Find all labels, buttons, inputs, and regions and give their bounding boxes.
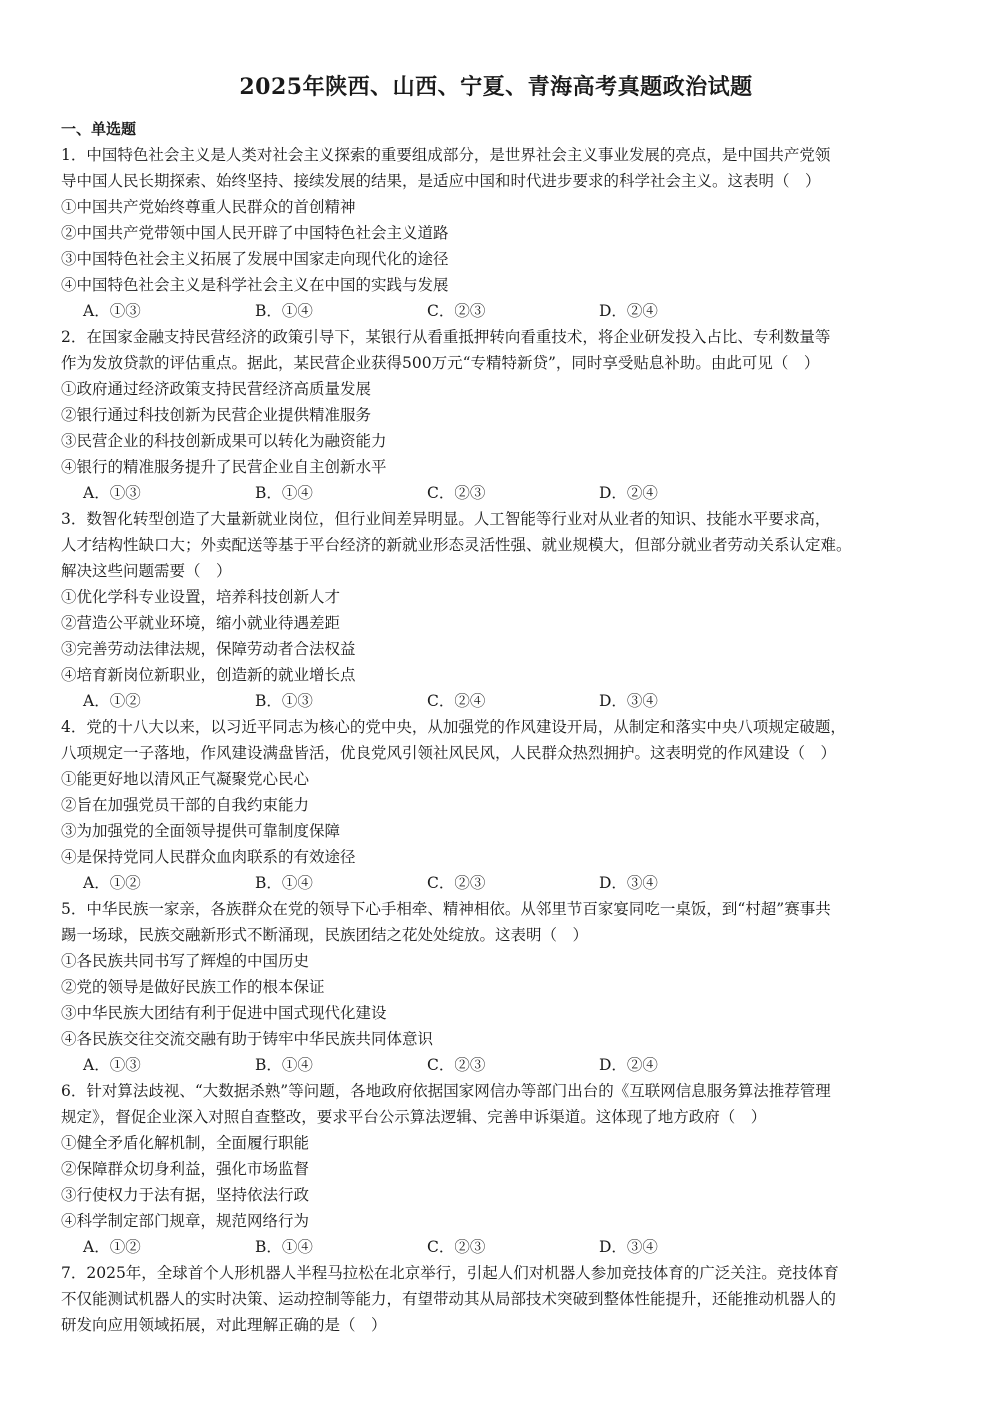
question-stem-line: 作为发放贷款的评估重点。据此，某民营企业获得500万元“专精特新贷”，同时享受贴息补助。由此可见（ ） bbox=[61, 354, 820, 372]
statement-option: ④各民族交往交流交融有助于铸牢中华民族共同体意识 bbox=[61, 1030, 434, 1048]
question-6 bbox=[61, 1078, 933, 1260]
question-stem-line: 5．中华民族一家亲，各族群众在党的领导下心手相牵、精神相依。从邻里节百家宴同吃一桌饭，到“村超”赛事共 bbox=[61, 900, 831, 918]
answer-choices bbox=[61, 1052, 933, 1078]
statement-option: ③中国特色社会主义拓展了发展中国家走向现代化的途径 bbox=[61, 250, 449, 268]
question-stem-line: 6．针对算法歧视、“大数据杀熟”等问题，各地政府依据国家网信办等部门出台的《互联网信息服务算法推荐管理 bbox=[61, 1082, 831, 1100]
question-stem-line: 3．数智化转型创造了大量新就业岗位，但行业间差异明显。人工智能等行业对从业者的知识、技能水平要求高， bbox=[61, 510, 831, 528]
answer-choices bbox=[61, 870, 933, 896]
answer-choice: A．①③ bbox=[83, 302, 141, 320]
answer-choices bbox=[61, 298, 933, 324]
answer-choice: D．③④ bbox=[599, 874, 658, 892]
question-stem-line: 规定》，督促企业深入对照自查整改，要求平台公示算法逻辑、完善申诉渠道。这体现了地方政府（ ） bbox=[61, 1108, 767, 1126]
answer-choice: B．①④ bbox=[255, 484, 313, 502]
answer-choice: B．①④ bbox=[255, 1056, 313, 1074]
answer-choice: B．①④ bbox=[255, 1238, 313, 1256]
question-stem-line: 人才结构性缺口大；外卖配送等基于平台经济的新就业形态灵活性强、就业规模大，但部分就业者劳动关系认定难。 bbox=[61, 536, 852, 554]
answer-choice: B．①③ bbox=[255, 692, 313, 710]
answer-choice: D．③④ bbox=[599, 1238, 658, 1256]
statement-option: ④科学制定部门规章，规范网络行为 bbox=[61, 1212, 310, 1230]
statement-option: ①健全矛盾化解机制，全面履行职能 bbox=[61, 1134, 310, 1152]
question-stem-line: 1．中国特色社会主义是人类对社会主义探索的重要组成部分，是世界社会主义事业发展的亮点，是中国共产党领 bbox=[61, 146, 831, 164]
question-stem-line: 4．党的十八大以来，以习近平同志为核心的党中央，从加强党的作风建设开局，从制定和落实中央八项规定破题， bbox=[61, 718, 846, 736]
question-stem-line: 不仅能测试机器人的实时决策、运动控制等能力，有望带动其从局部技术突破到整体性能提升，还能推动机器人的 bbox=[61, 1290, 837, 1308]
statement-option: ②党的领导是做好民族工作的根本保证 bbox=[61, 978, 325, 996]
statement-option: ①中国共产党始终尊重人民群众的首创精神 bbox=[61, 198, 356, 216]
answer-choice: C．②③ bbox=[427, 874, 486, 892]
statement-option: ④是保持党同人民群众血肉联系的有效途径 bbox=[61, 848, 356, 866]
answer-choices bbox=[61, 480, 933, 506]
answer-choice: C．②③ bbox=[427, 302, 486, 320]
answer-choice: C．②④ bbox=[427, 692, 486, 710]
answer-choice: C．②③ bbox=[427, 1238, 486, 1256]
statement-option: ④培育新岗位新职业，创造新的就业增长点 bbox=[61, 666, 356, 684]
answer-choice: B．①④ bbox=[255, 302, 313, 320]
statement-option: ①优化学科专业设置，培养科技创新人才 bbox=[61, 588, 341, 606]
statement-option: ②中国共产党带领中国人民开辟了中国特色社会主义道路 bbox=[61, 224, 449, 242]
statement-option: ③中华民族大团结有利于促进中国式现代化建设 bbox=[61, 1004, 387, 1022]
answer-choice: D．②④ bbox=[599, 1056, 658, 1074]
answer-choice: A．①② bbox=[83, 874, 141, 892]
answer-choice: C．②③ bbox=[427, 484, 486, 502]
statement-option: ②营造公平就业环境，缩小就业待遇差距 bbox=[61, 614, 341, 632]
answer-choice: D．②④ bbox=[599, 484, 658, 502]
statement-option: ①各民族共同书写了辉煌的中国历史 bbox=[61, 952, 310, 970]
page-title: 2025年陕西、山西、宁夏、青海高考真题政治试题 bbox=[239, 74, 753, 100]
question-stem-line: 踢一场球，民族交融新形式不断涌现，民族团结之花处处绽放。这表明（ ） bbox=[61, 926, 589, 944]
question-stem-line: 研发向应用领域拓展，对此理解正确的是（ ） bbox=[61, 1316, 387, 1334]
statement-option: ③完善劳动法律法规，保障劳动者合法权益 bbox=[61, 640, 356, 658]
statement-option: ②保障群众切身利益，强化市场监督 bbox=[61, 1160, 310, 1178]
question-list bbox=[61, 116, 933, 1338]
answer-choice: C．②③ bbox=[427, 1056, 486, 1074]
statement-option: ③民营企业的科技创新成果可以转化为融资能力 bbox=[61, 432, 387, 450]
answer-choice: A．①② bbox=[83, 1238, 141, 1256]
question-1 bbox=[61, 142, 933, 324]
question-stem-line: 导中国人民长期探索、始终坚持、接续发展的结果，是适应中国和时代进步要求的科学社会主义。这表明（ ） bbox=[61, 172, 821, 190]
question-stem-line: 7．2025年，全球首个人形机器人半程马拉松在北京举行，引起人们对机器人参加竞技体育的广泛关注。竞技体育 bbox=[61, 1264, 839, 1282]
answer-choice: A．①② bbox=[83, 692, 141, 710]
statement-option: ④中国特色社会主义是科学社会主义在中国的实践与发展 bbox=[61, 276, 449, 294]
question-stem-line: 解决这些问题需要（ ） bbox=[61, 562, 232, 580]
question-stem-line: 八项规定一子落地，作风建设满盘皆活，优良党风引领社风民风，人民群众热烈拥护。这表明党的作风建设（ ） bbox=[61, 744, 837, 762]
statement-option: ④银行的精准服务提升了民营企业自主创新水平 bbox=[61, 458, 387, 476]
answer-choices bbox=[61, 1234, 933, 1260]
question-2 bbox=[61, 324, 933, 506]
section-heading: 一、单选题 bbox=[61, 120, 137, 138]
statement-option: ②银行通过科技创新为民营企业提供精准服务 bbox=[61, 406, 372, 424]
answer-choice: A．①③ bbox=[83, 1056, 141, 1074]
answer-choice: A．①③ bbox=[83, 484, 141, 502]
statement-option: ③为加强党的全面领导提供可靠制度保障 bbox=[61, 822, 341, 840]
answer-choice: D．③④ bbox=[599, 692, 658, 710]
statement-option: ③行使权力于法有据，坚持依法行政 bbox=[61, 1186, 310, 1204]
answer-choices bbox=[61, 688, 933, 714]
answer-choice: B．①④ bbox=[255, 874, 313, 892]
question-4 bbox=[61, 714, 933, 896]
statement-option: ①政府通过经济政策支持民营经济高质量发展 bbox=[61, 380, 372, 398]
statement-option: ①能更好地以清风正气凝聚党心民心 bbox=[61, 770, 310, 788]
question-stem-line: 2．在国家金融支持民营经济的政策引导下，某银行从看重抵押转向看重技术，将企业研发投入占比、专利数量等 bbox=[61, 328, 831, 346]
answer-choice: D．②④ bbox=[599, 302, 658, 320]
question-7 bbox=[61, 1260, 933, 1338]
question-3 bbox=[61, 506, 933, 714]
statement-option: ②旨在加强党员干部的自我约束能力 bbox=[61, 796, 310, 814]
question-5 bbox=[61, 896, 933, 1078]
